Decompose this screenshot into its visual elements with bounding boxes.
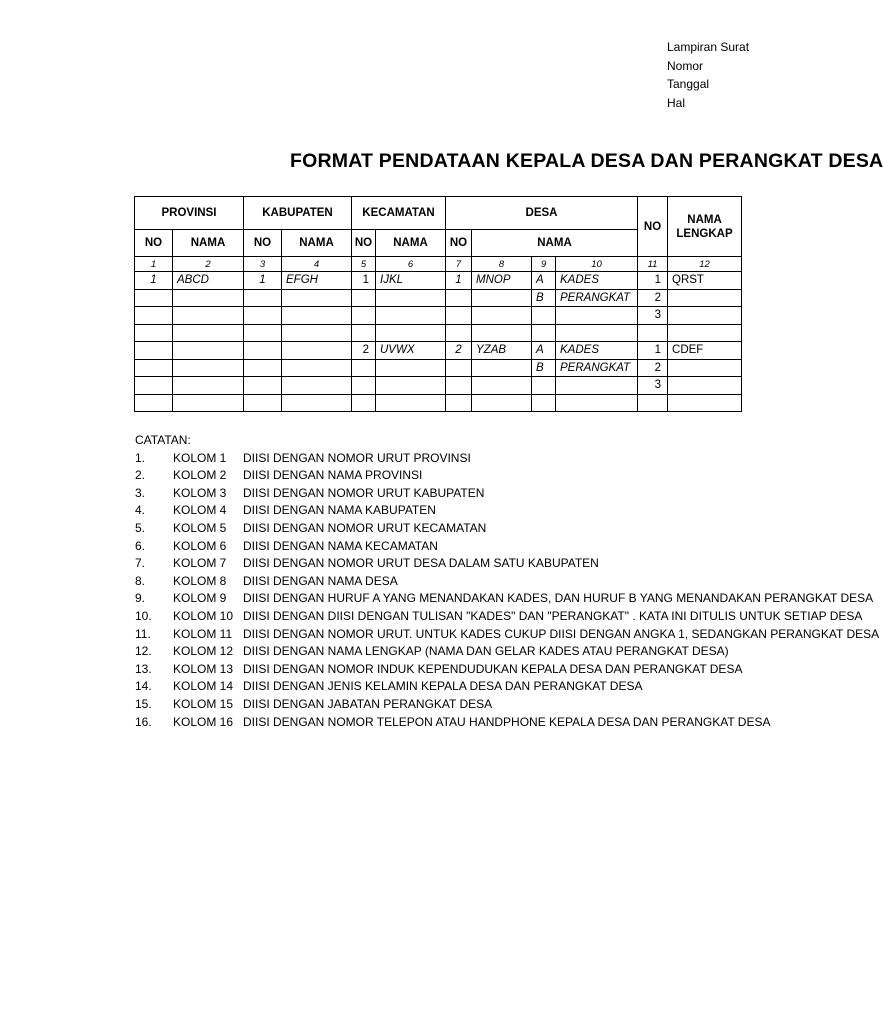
table-cell	[352, 359, 376, 377]
table-cell	[135, 359, 173, 377]
table-cell	[244, 342, 282, 360]
note-kolom: KOLOM 6	[173, 538, 227, 553]
table-cell: 1	[638, 272, 668, 290]
note-item	[135, 590, 874, 608]
note-item	[135, 608, 863, 626]
table-cell	[282, 342, 352, 360]
col-number: 11	[638, 257, 668, 272]
note-item	[135, 555, 768, 573]
header-no: NO	[352, 230, 376, 257]
note-kolom: KOLOM 3	[173, 485, 227, 500]
table-cell	[135, 324, 173, 342]
col-number: 5	[352, 257, 376, 272]
notes-section	[135, 432, 880, 731]
note-text: DIISI DENGAN DIISI DENGAN TULISAN "KADES" DAN "PERANGKAT" . KATA INI DITULIS UNTUK SETIAP DESA	[243, 608, 863, 623]
table-cell	[556, 307, 638, 325]
col-number: 4	[282, 257, 352, 272]
note-item	[135, 678, 768, 696]
col-number: 8	[472, 257, 532, 272]
table-cell: KADES	[556, 272, 638, 290]
header-desa: DESA	[446, 197, 638, 230]
table-cell	[282, 359, 352, 377]
note-kolom: KOLOM 1	[173, 450, 227, 465]
note-item	[135, 502, 768, 520]
note-text: DIISI DENGAN NAMA DESA	[243, 573, 398, 588]
table-cell	[173, 324, 244, 342]
table-cell	[668, 394, 742, 412]
table-cell	[173, 307, 244, 325]
table-cell	[135, 307, 173, 325]
table-cell	[135, 289, 173, 307]
table-cell	[376, 377, 446, 395]
table-cell	[173, 394, 244, 412]
note-kolom: KOLOM 14	[173, 679, 234, 694]
table-cell	[173, 289, 244, 307]
table-cell	[173, 377, 244, 395]
note-kolom: KOLOM 4	[173, 503, 227, 518]
table-cell	[668, 324, 742, 342]
table-cell	[532, 394, 556, 412]
header-no: NO	[244, 230, 282, 257]
header-kabupaten: KABUPATEN	[244, 197, 352, 230]
table-cell	[446, 394, 472, 412]
table-cell	[446, 359, 472, 377]
note-item	[135, 661, 768, 679]
table-cell: 1	[135, 272, 173, 290]
table-cell: PERANGKAT	[556, 289, 638, 307]
table-cell	[556, 394, 638, 412]
table-cell: EFGH	[282, 272, 352, 290]
header-no-11: NO	[638, 197, 668, 257]
page-title: FORMAT PENDATAAN KEPALA DESA DAN PERANGKAT DESA	[290, 150, 883, 172]
note-text: DIISI DENGAN NOMOR URUT PROVINSI	[243, 450, 471, 465]
table-cell: A	[532, 272, 556, 290]
col-number: 7	[446, 257, 472, 272]
table-cell	[244, 394, 282, 412]
note-text: DIISI DENGAN JABATAN PERANGKAT DESA	[243, 696, 493, 711]
table-cell	[446, 307, 472, 325]
table-cell	[668, 359, 742, 377]
header-no: NO	[446, 230, 472, 257]
note-kolom: KOLOM 8	[173, 573, 227, 588]
note-text: DIISI DENGAN NOMOR URUT DESA DALAM SATU KABUPATEN	[243, 556, 599, 571]
attachment-line: Tanggal	[667, 77, 710, 91]
table-row	[135, 377, 742, 395]
table-cell	[173, 359, 244, 377]
data-table	[134, 196, 742, 412]
table-row	[135, 359, 742, 377]
table-cell	[472, 289, 532, 307]
table-cell	[282, 307, 352, 325]
note-text: DIISI DENGAN NAMA LENGKAP (NAMA DAN GELAR KADES ATAU PERANGKAT DESA)	[243, 644, 729, 659]
table-cell: IJKL	[376, 272, 446, 290]
note-number: 4.	[135, 503, 146, 518]
table-cell: MNOP	[472, 272, 532, 290]
note-text: DIISI DENGAN NOMOR URUT. UNTUK KADES CUKUP DIISI DENGAN ANGKA 1, SEDANGKAN PERANGKAT DESA	[243, 626, 880, 641]
note-number: 13.	[135, 661, 152, 676]
table-cell	[472, 377, 532, 395]
col-number: 3	[244, 257, 282, 272]
note-kolom: KOLOM 2	[173, 468, 227, 483]
table-cell	[244, 377, 282, 395]
note-kolom: KOLOM 5	[173, 520, 227, 535]
table-cell: 3	[638, 377, 668, 395]
attachment-line: Lampiran Surat	[667, 40, 750, 54]
table-cell	[376, 394, 446, 412]
table-body	[135, 272, 742, 412]
table-row	[135, 342, 742, 360]
table-cell: UVWX	[376, 342, 446, 360]
note-text: DIISI DENGAN NOMOR INDUK KEPENDUDUKAN KEPALA DESA DAN PERANGKAT DESA	[243, 661, 743, 676]
note-number: 3.	[135, 485, 146, 500]
table-cell	[376, 289, 446, 307]
table-cell	[244, 289, 282, 307]
note-text: DIISI DENGAN HURUF A YANG MENANDAKAN KADES, DAN HURUF B YANG MENANDAKAN PERANGKAT DESA	[243, 591, 874, 606]
table-cell	[135, 394, 173, 412]
note-kolom: KOLOM 11	[173, 626, 233, 641]
table-cell	[352, 394, 376, 412]
header-provinsi: PROVINSI	[135, 197, 244, 230]
note-number: 2.	[135, 468, 146, 483]
note-item	[135, 696, 768, 714]
note-kolom: KOLOM 7	[173, 556, 227, 571]
header-nama: NAMA	[376, 230, 446, 257]
table-cell	[638, 324, 668, 342]
table-cell: 1	[352, 272, 376, 290]
table-cell	[532, 377, 556, 395]
note-item	[135, 643, 768, 661]
table-cell	[352, 289, 376, 307]
header-no: NO	[135, 230, 173, 257]
table-cell	[556, 377, 638, 395]
table-cell	[173, 342, 244, 360]
note-kolom: KOLOM 9	[173, 591, 227, 606]
attachment-header	[667, 38, 768, 112]
table-row	[135, 272, 742, 290]
table-cell	[532, 324, 556, 342]
note-kolom: KOLOM 13	[173, 661, 234, 676]
table-cell: B	[532, 289, 556, 307]
note-kolom: KOLOM 12	[173, 644, 234, 659]
table-cell	[282, 394, 352, 412]
table-cell: 2	[446, 342, 472, 360]
table-cell	[446, 289, 472, 307]
table-cell	[352, 377, 376, 395]
table-cell: 1	[244, 272, 282, 290]
table-cell: CDEF	[668, 342, 742, 360]
table-cell: 1	[446, 272, 472, 290]
note-number: 8.	[135, 573, 146, 588]
table-cell	[446, 324, 472, 342]
table-cell: 2	[638, 359, 668, 377]
table-cell	[244, 324, 282, 342]
header-nama: NAMA	[282, 230, 352, 257]
table-cell: 1	[638, 342, 668, 360]
note-item	[135, 450, 768, 468]
table-cell: B	[532, 359, 556, 377]
table-cell	[282, 324, 352, 342]
table-cell	[376, 307, 446, 325]
header-kecamatan: KECAMATAN	[352, 197, 446, 230]
table-cell	[244, 307, 282, 325]
table-cell	[135, 342, 173, 360]
note-number: 1.	[135, 450, 146, 465]
col-number: 6	[376, 257, 446, 272]
note-item	[135, 520, 768, 538]
table-cell: 2	[352, 342, 376, 360]
table-cell	[446, 377, 472, 395]
note-text: DIISI DENGAN JENIS KELAMIN KEPALA DESA DAN PERANGKAT DESA	[243, 679, 643, 694]
note-text: DIISI DENGAN NAMA KECAMATAN	[243, 538, 438, 553]
attachment-line: Hal	[667, 95, 686, 110]
table-cell	[282, 289, 352, 307]
note-number: 10.	[135, 608, 152, 623]
table-cell: 3	[638, 307, 668, 325]
note-item	[135, 538, 768, 556]
table-row	[135, 307, 742, 325]
note-item	[135, 485, 768, 503]
col-number: 2	[173, 257, 244, 272]
note-item	[135, 626, 880, 644]
col-number: 12	[668, 257, 742, 272]
note-number: 14.	[135, 679, 152, 694]
table-cell	[376, 324, 446, 342]
note-number: 9.	[135, 591, 146, 606]
note-number: 12.	[135, 644, 152, 659]
note-text: DIISI DENGAN NOMOR URUT KABUPATEN	[243, 485, 485, 500]
table-cell	[668, 307, 742, 325]
table-cell	[472, 307, 532, 325]
table-cell	[638, 394, 668, 412]
notes-heading: CATATAN:	[135, 433, 191, 447]
table-cell: A	[532, 342, 556, 360]
col-number: 1	[135, 257, 173, 272]
table-cell	[668, 377, 742, 395]
table-cell: YZAB	[472, 342, 532, 360]
table-cell	[472, 394, 532, 412]
note-number: 7.	[135, 556, 146, 571]
note-kolom: KOLOM 16	[173, 714, 234, 729]
table-row	[135, 394, 742, 412]
table-cell	[244, 359, 282, 377]
note-item	[135, 573, 768, 591]
table-cell: PERANGKAT	[556, 359, 638, 377]
note-text: DIISI DENGAN NAMA PROVINSI	[243, 468, 423, 483]
table-cell	[282, 377, 352, 395]
note-kolom: KOLOM 10	[173, 608, 234, 623]
header-nama: NAMA	[472, 230, 638, 257]
note-number: 16.	[135, 714, 152, 729]
col-number: 9	[532, 257, 556, 272]
table-cell: QRST	[668, 272, 742, 290]
note-item	[135, 467, 768, 485]
table-row	[135, 289, 742, 307]
header-nama-lengkap: NAMA LENGKAP	[668, 197, 742, 257]
table-cell	[532, 307, 556, 325]
table-cell: KADES	[556, 342, 638, 360]
note-text: DIISI DENGAN NAMA KABUPATEN	[243, 503, 436, 518]
note-number: 6.	[135, 538, 146, 553]
table-cell	[135, 377, 173, 395]
table-cell	[556, 324, 638, 342]
table-cell	[472, 324, 532, 342]
col-number: 10	[556, 257, 638, 272]
table-cell	[352, 324, 376, 342]
table-cell: ABCD	[173, 272, 244, 290]
note-number: 11.	[135, 626, 151, 641]
table-cell	[472, 359, 532, 377]
table-cell: 2	[638, 289, 668, 307]
header-nama: NAMA	[173, 230, 244, 257]
note-kolom: KOLOM 15	[173, 696, 234, 711]
note-number: 5.	[135, 520, 146, 535]
table-cell	[668, 289, 742, 307]
table-row	[135, 324, 742, 342]
table-cell	[352, 307, 376, 325]
notes-list	[135, 450, 880, 732]
note-number: 15.	[135, 696, 152, 711]
note-text: DIISI DENGAN NOMOR URUT KECAMATAN	[243, 520, 487, 535]
attachment-line: Nomor	[667, 58, 704, 73]
note-item	[135, 714, 771, 732]
note-text: DIISI DENGAN NOMOR TELEPON ATAU HANDPHONE KEPALA DESA DAN PERANGKAT DESA	[243, 714, 771, 729]
table-cell	[376, 359, 446, 377]
